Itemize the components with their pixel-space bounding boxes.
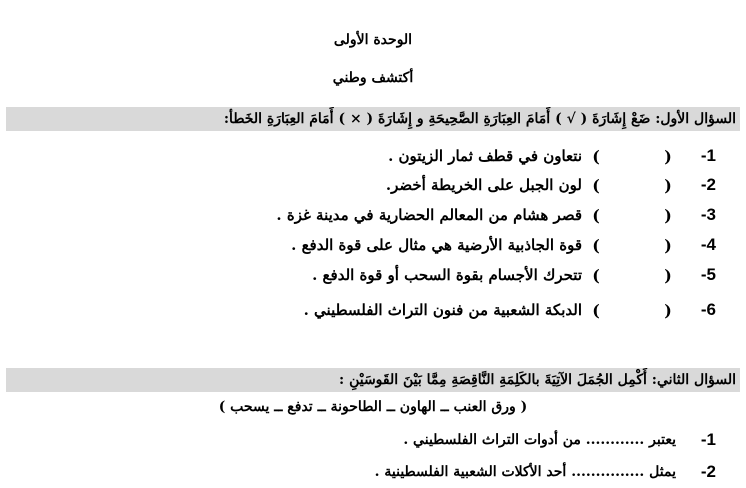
statement-text: نتعاون في قطف ثمار الزيتون . — [388, 147, 582, 165]
answer-paren-open: ( — [664, 146, 672, 166]
answer-paren-close: ) — [592, 300, 600, 320]
word-bank: ( ورق العنب ــ الهاون ــ الطاحونة ــ تدفع ــ يسحب ) — [218, 399, 528, 415]
true-false-item — [220, 297, 716, 323]
item-number: 4- — [700, 235, 716, 254]
answer-paren-close: ) — [592, 175, 600, 195]
true-false-item — [220, 143, 716, 169]
answer-paren-open: ( — [664, 235, 672, 255]
statement-text: قصر هشام من المعالم الحضارية في مدينة غزة . — [276, 206, 582, 224]
answer-paren-close: ) — [592, 205, 600, 225]
true-false-item — [220, 202, 716, 228]
answer-paren-open: ( — [664, 265, 672, 285]
answer-paren-close: ) — [592, 265, 600, 285]
statement-text: لون الجبل على الخريطة أخضر. — [385, 176, 582, 194]
item-number: 2- — [700, 175, 716, 194]
fill-blank-item — [375, 460, 716, 484]
sentence-text[interactable]: يمثل ............... أحد الأكلات الشعبية الفلسطينية . — [374, 464, 676, 480]
lesson-title: أكتشف وطني — [332, 70, 414, 86]
statement-text: الدبكة الشعبية من فنون التراث الفلسطيني . — [303, 301, 582, 319]
answer-paren-close: ) — [592, 146, 600, 166]
answer-paren-close: ) — [592, 235, 600, 255]
item-number: 3- — [700, 205, 716, 224]
question2-heading: السؤال الثاني: أَكْمِل الجُمَلَ الآتِيَةَ بالكَلِمَةِ النَّاقِصَةِ مِمَّا بَيْنَ القَوسَيْنِ : — [6, 368, 740, 392]
item-number: 2- — [700, 462, 716, 481]
sentence-text[interactable]: يعتبر ............ من أدوات التراث الفلسطيني . — [403, 432, 676, 448]
fill-blank-item — [403, 428, 716, 452]
item-number: 1- — [700, 430, 716, 449]
item-number: 1- — [700, 146, 716, 165]
true-false-item — [220, 232, 716, 258]
answer-paren-open: ( — [664, 205, 672, 225]
true-false-item — [220, 262, 716, 288]
item-number: 5- — [700, 265, 716, 284]
statement-text: قوة الجاذبية الأرضية هي مثال على قوة الدفع . — [291, 236, 582, 254]
answer-paren-open: ( — [664, 175, 672, 195]
item-number: 6- — [700, 300, 716, 319]
unit-title: الوحدة الأولى — [333, 32, 413, 48]
question1-heading: السؤال الأول: ضَعْ إِشَارَةَ ( √ ) أَمَامَ العِبَارَةِ الصَّحِيحَةِ و إِشَارَةَ ( × ) أَمَامَ العِبَارَةِ الخَطأ: — [6, 107, 740, 131]
statement-text: تتحرك الأجسام بقوة السحب أو قوة الدفع . — [312, 266, 582, 284]
answer-paren-open: ( — [664, 300, 672, 320]
true-false-item — [220, 172, 716, 198]
